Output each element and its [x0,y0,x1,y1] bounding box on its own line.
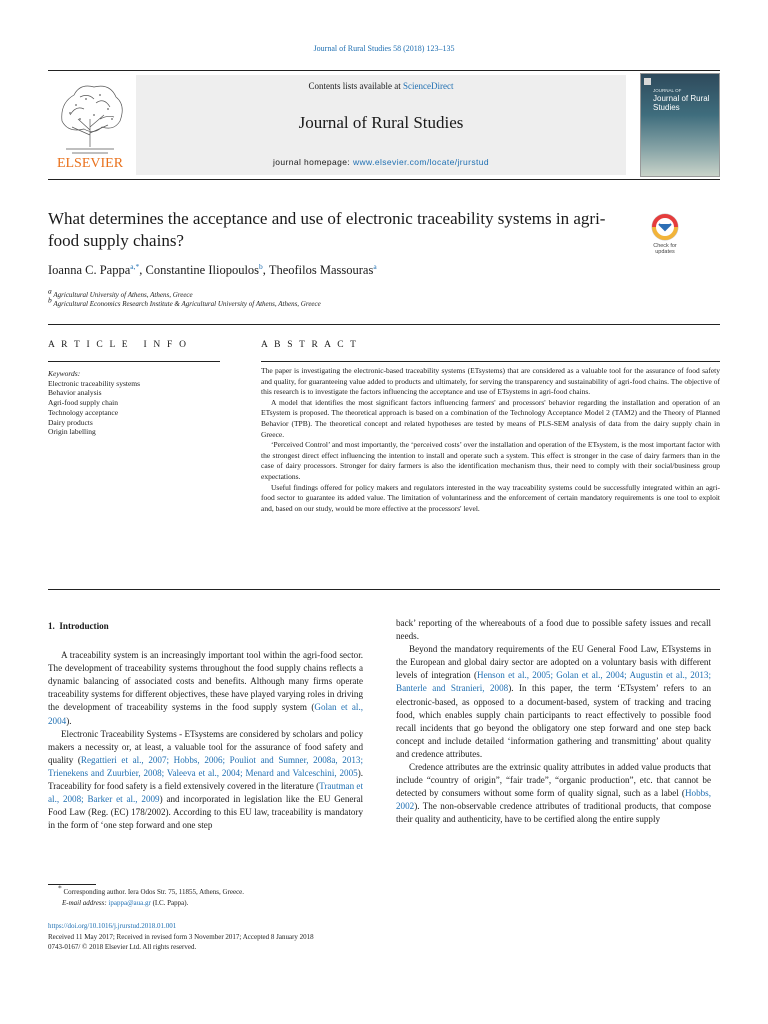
publication-info [48,921,548,953]
citation-link[interactable]: Trautman et al., 2008; Barker et al., 2009 [48,781,363,805]
citation-link[interactable]: Golan et al., 2004 [48,702,363,726]
affiliation: $^a$ Agricultural University of Athens, Athens, Greece [48,286,193,299]
divider [261,361,720,362]
copyright: 0743-0167/ © 2018 Elsevier Ltd. All rights reserved. [48,943,197,952]
citation-link[interactable]: Henson et al., 2005; Golan et al., 2004; Augustin et al., 2013; Banterle and Stranieri, 2008 [396,670,712,694]
doi-link[interactable]: https://doi.org/10.1016/j.jrurstud.2018.01.001 [48,922,177,930]
keyword: Origin labelling [48,427,96,437]
email-link[interactable]: ipappa@aua.gr [108,898,151,907]
affiliation: $^b$ Agricultural Economics Research Institute & Agricultural University of Athens, Athens, Greece [48,295,321,308]
section-heading: 1. Introduction [48,621,109,631]
author-name[interactable]: Theofilos Massouras [268,263,374,277]
cover-title: Journal of Rural Studies [653,94,710,112]
body-column-right [396,617,711,827]
contents-line: Contents lists available at ScienceDirect [308,81,454,91]
masthead-band [136,75,626,175]
keyword: Agri-food supply chain [48,398,118,408]
publisher-name: ELSEVIER [56,156,124,171]
divider [48,361,220,362]
homepage-link[interactable]: www.elsevier.com/locate/jrurstud [352,157,490,167]
author-name[interactable]: Ioanna C. Pappa [48,263,131,277]
keyword: Electronic traceability systems [48,378,141,388]
footnote-divider [48,884,96,885]
citation-link[interactable]: Hobbs, 2002 [396,788,711,812]
abstract-body [261,366,720,514]
abstract-paragraph: The paper is investigating the electronic-based traceability systems (ETsystems) that are considered as a valuable tool for the assurance of food safety and quality, for guaranteeing value added to products and ultimately, for serving the transparency and sustainability of agri-food chains. The objective of this research is to investigate the factors influencing the acceptance and use of ETsystems in agri-food chains. [261,366,720,397]
author-list: Ioanna C. Pappa$^{a,*}$, Constantine Iliopoulos$^b$, Theofilos Massouras$^a$ [48,261,377,277]
author-name[interactable]: Constantine Iliopoulos [145,263,260,277]
corresponding-author-note: * Corresponding author. Iera Odos Str. 75, 11855, Athens, Greece. [58,883,245,896]
sciencedirect-link[interactable]: ScienceDirect [403,81,454,91]
body-paragraph: Beyond the mandatory requirements of the EU General Food Law, ETsystems in the European and global dairy sector are adopted on a voluntary basis with different levels of integration (Henson et al., 2005; Golan et al., 2004; Augustin et al., 2013; Banterle and Stranieri, 2008). In this paper, the term ‘ETsystem’ refers to an electronic-based, as opposed to a document-based, system of tracking and tracing food, which enables supply chain participants to react effectively to possible food recall incidents that go beyond the obligatory one step forward and one step back concept and include detailed ‘information gathering and transmitting’ about quality and credence attributes. [396,644,712,759]
keyword: Behavior analysis [48,388,102,398]
journal-reference[interactable]: Journal of Rural Studies 58 (2018) 123–135 [313,44,455,53]
keyword: Technology acceptance [48,407,119,417]
elsevier-tree-icon [50,75,130,175]
footnotes [48,883,448,908]
body-paragraph: Credence attributes are the extrinsic quality attributes in added value products that include “country of origin”, “fair trade”, “organic production”, etc. that cannot be detected by consumers without some form of quality signal, such as a label (Hobbs, 2002). The non-observable credence attributes of traditional products, that compose their quality and authenticity, have to be certified along the entire supply [396,762,711,825]
article-title: What determines the acceptance and use of electronic traceability systems in agri-food supply chains? [48,209,606,250]
article-info-heading: A R T I C L E I N F O [48,340,189,350]
author-sup[interactable]: a [373,261,377,271]
received-dates: Received 11 May 2017; Received in revised form 3 November 2017; Accepted 8 January 2018 [48,932,314,941]
abstract-paragraph: Useful findings offered for policy makers and regulators interested in the way traceability systems could be successfully integrated within an agri-food sector to guarantee its added value. The limitation of voluntariness and the enforcement of certain mandatory requirements is one tool to exploit and, based on our study, would be more effective at the processors' level. [261,482,720,513]
body-paragraph: back’ reporting of the whereabouts of a food due to possible safety issues and recall needs. [396,618,711,642]
keywords-label: Keywords: [48,369,81,378]
abstract-heading: A B S T R A C T [261,340,359,350]
homepage-line: journal homepage: www.elsevier.com/locate/jrurstud [272,157,490,167]
badge-line2: updates [655,249,675,255]
email-note: E-mail address: ipappa@aua.gr (I.C. Pappa). [62,898,189,907]
abstract-paragraph: A model that identifies the most significant factors influencing farmers' and processors' behavior regarding the installation and operation of an ETsystem is proposed. The theoretical approach is based on a combination of the Technology Acceptance Model 2 (TAM2) and the Theory of Planned Behavior (TPB). The theoretical concept and related hypotheses are tested by means of PLS-SEM analysis of data from the dairy supply chain in Greece. [261,397,720,439]
citation-link[interactable]: Regattieri et al., 2007; Hobbs, 2006; Pouliot and Sumner, 2008a, 2013; Trienekens and Zuurbier, 2008; Valeeva et al., 2004; Menard and Valceschini, 2005 [48,754,364,778]
divider [48,589,720,590]
cover-small-text: JOURNAL OF [653,88,682,93]
author-sup[interactable]: a,* [130,261,140,271]
divider [48,324,720,325]
elsevier-logo [50,75,130,175]
keywords-block [48,369,248,437]
body-paragraph: A traceability system is an increasingly important tool within the agri-food sector. The development of traceability systems throughout the food supply chains reflects a dynamic balancing of associated costs and benefits. Although many firms operate traceability systems for different objectives, these have played varying roles in driving the development of traceability systems in the food supply system (Golan et al., 2004). [48,650,363,726]
keyword: Dairy products [48,417,93,427]
journal-title: Journal of Rural Studies [298,113,464,132]
badge-line1: Check for [653,243,677,249]
abstract-paragraph: ‘Perceived Control’ and most importantly, the ‘perceived costs’ over the installation and operation of the ETsystem, is the most important factor with the strongest direct effect influencing the intention to install and operate such a system. This effect is stronger in the case of dairy farmers than in the case of dairy processors. Stronger for dairy farmers is also the identification mechanism thus, their need to comply with their social/business group expectations. [261,440,720,481]
check-updates-icon [645,212,685,256]
body-paragraph: Electronic Traceability Systems - ETsystems are considered by scholars and policy makers a necessity or, at least, a valuable tool for the assurance of food safety and quality (Regattieri et al., 2007; Hobbs, 2006; Pouliot and Sumner, 2008a, 2013; Trienekens and Zuurbier, 2008; Valeeva et al., 2004; Menard and Valceschini, 2005). Traceability for food safety is a field extensively covered in the literature (Trautman et al., 2008; Barker et al., 2009) and incorporated in legislation like the EU General Food Law (Reg. (EC) 178/2002). According to this EU law, traceability is mandatory in the form of ‘one step forward and one step [48,728,364,831]
author-sup[interactable]: b [259,261,263,271]
check-for-updates-badge[interactable] [645,212,685,256]
journal-cover-image[interactable] [640,73,720,177]
journal-masthead [48,70,720,180]
body-column-left [48,620,363,832]
cover-logo-icon [644,78,651,85]
